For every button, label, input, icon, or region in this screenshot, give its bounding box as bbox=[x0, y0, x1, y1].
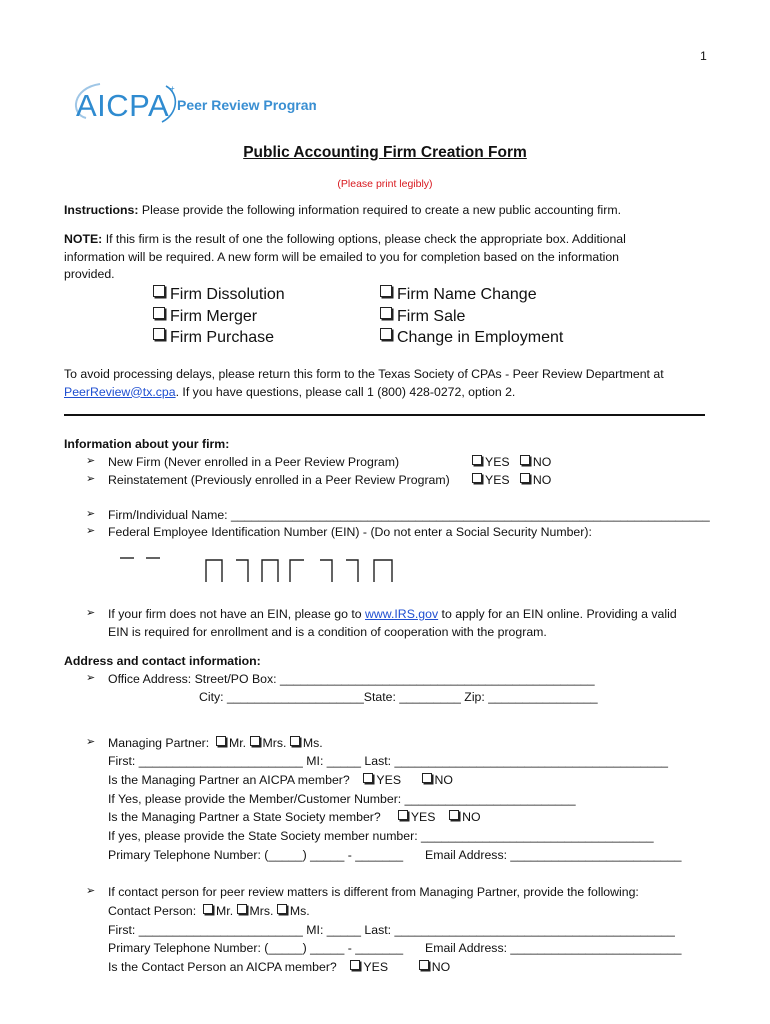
option-label: Firm Sale bbox=[397, 307, 466, 325]
option-firm-sale[interactable] bbox=[380, 306, 563, 328]
arrow-bullet-icon: ➢ bbox=[86, 455, 96, 467]
note-paragraph bbox=[64, 231, 714, 284]
reinstatement-yes-checkbox[interactable] bbox=[472, 473, 482, 483]
yes-label: YES bbox=[410, 810, 436, 824]
arrow-bullet-icon: ➢ bbox=[86, 672, 96, 684]
return-info-line-1: To avoid processing delays, please return this form to the Texas Society of CPAs - Peer Review Department at bbox=[64, 367, 664, 381]
cp-aicpa-no-checkbox[interactable] bbox=[419, 960, 429, 970]
cp-email-field[interactable]: Email Address: _________________________ bbox=[425, 941, 682, 955]
option-label: Firm Merger bbox=[170, 307, 258, 325]
mrs-label: Mrs. bbox=[262, 736, 287, 750]
mp-state-question bbox=[108, 809, 481, 825]
reinstatement-yes-no bbox=[472, 472, 551, 488]
address-heading: Address and contact information: bbox=[64, 654, 261, 668]
cp-mrs-checkbox[interactable] bbox=[237, 904, 247, 914]
mp-mrs-checkbox[interactable] bbox=[250, 736, 260, 746]
mp-email-field[interactable]: Email Address: _________________________ bbox=[425, 848, 682, 862]
arrow-bullet-icon: ➢ bbox=[86, 736, 96, 748]
mp-aicpa-label: Is the Managing Partner an AICPA member? bbox=[108, 773, 350, 787]
cp-phone-field[interactable]: Primary Telephone Number: (_____) _____ - _______ bbox=[108, 941, 404, 955]
options-right bbox=[380, 284, 563, 349]
return-info-line-2: . If you have questions, please call 1 (800) 428-0272, option 2. bbox=[175, 384, 516, 399]
mp-name-field[interactable]: First: ________________________ MI: _____ Last: ________________________________________ bbox=[108, 754, 669, 768]
instructions-label: Instructions: bbox=[64, 203, 139, 217]
option-label: Firm Dissolution bbox=[170, 286, 285, 303]
new-firm-no-checkbox[interactable] bbox=[520, 455, 530, 465]
arrow-bullet-icon: ➢ bbox=[86, 885, 96, 897]
instructions-body: Please provide the following information required to create a new public accounting firm. bbox=[141, 203, 622, 217]
no-label: NO bbox=[532, 455, 552, 469]
arrow-bullet-icon: ➢ bbox=[86, 508, 96, 520]
ein-help-text: If your firm does not have an EIN, please go to bbox=[108, 607, 366, 621]
cp-aicpa-question bbox=[108, 959, 450, 975]
option-label: Firm Name Change bbox=[397, 286, 537, 303]
mp-ms-checkbox[interactable] bbox=[290, 736, 300, 746]
new-firm-label: New Firm (Never enrolled in a Peer Review Program) bbox=[108, 455, 400, 469]
arrow-bullet-icon: ➢ bbox=[86, 607, 96, 619]
office-address-field[interactable]: Office Address: Street/PO Box: ______________________________________________ bbox=[108, 672, 595, 686]
ms-label: Ms. bbox=[289, 904, 310, 918]
cp-mr-checkbox[interactable] bbox=[203, 904, 213, 914]
option-firm-dissolution[interactable] bbox=[153, 284, 285, 306]
logo-wordmark: AICPA bbox=[76, 88, 170, 123]
checkbox[interactable] bbox=[380, 307, 392, 319]
option-firm-name-change[interactable] bbox=[380, 284, 563, 306]
print-legibly-note: (Please print legibly) bbox=[337, 178, 433, 190]
mp-aicpa-yes-checkbox[interactable] bbox=[363, 773, 373, 783]
mp-aicpa-no-checkbox[interactable] bbox=[422, 773, 432, 783]
mrs-label: Mrs. bbox=[249, 904, 274, 918]
cp-name-field[interactable]: First: ________________________ MI: _____ Last: _________________________________________ bbox=[108, 923, 675, 937]
managing-partner-row bbox=[108, 735, 323, 751]
cp-aicpa-label: Is the Contact Person an AICPA member? bbox=[108, 960, 337, 974]
cp-ms-checkbox[interactable] bbox=[277, 904, 287, 914]
ein-label: Federal Employee Identification Number (EIN) - (Do not enter a Social Security Number): bbox=[108, 525, 592, 539]
checkbox[interactable] bbox=[153, 307, 165, 319]
no-label: NO bbox=[431, 960, 451, 974]
note-label: NOTE: bbox=[64, 232, 103, 246]
no-label: NO bbox=[434, 773, 453, 787]
instructions-text bbox=[64, 202, 621, 218]
option-firm-purchase[interactable] bbox=[153, 327, 285, 349]
managing-partner-label: Managing Partner: bbox=[108, 736, 210, 750]
irs-link[interactable]: www.IRS.gov bbox=[365, 607, 439, 621]
firm-name-field[interactable]: Firm/Individual Name: ______________________________________________________________________ bbox=[108, 508, 710, 522]
ein-help-line-2: EIN is required for enrollment and is a condition of cooperation with the program. bbox=[108, 625, 547, 639]
aicpa-logo-art bbox=[66, 80, 316, 126]
checkbox[interactable] bbox=[153, 328, 165, 340]
logo-subtitle: Peer Review Program bbox=[177, 97, 316, 113]
new-firm-yes-checkbox[interactable] bbox=[472, 455, 482, 465]
ein-help-line-1 bbox=[108, 606, 677, 622]
aicpa-logo bbox=[66, 80, 316, 126]
mp-member-number-field[interactable]: If Yes, please provide the Member/Customer Number: _________________________ bbox=[108, 792, 576, 806]
no-label: NO bbox=[532, 473, 552, 487]
firm-info-heading: Information about your firm: bbox=[64, 437, 230, 451]
yes-label: YES bbox=[363, 960, 389, 974]
options-left bbox=[153, 284, 285, 349]
peer-review-email-link[interactable]: PeerReview@tx.cpa bbox=[64, 384, 176, 399]
yes-label: YES bbox=[485, 473, 510, 487]
contact-intro: If contact person for peer review matters is different from Managing Partner, provide the following: bbox=[108, 885, 639, 899]
mr-label: Mr. bbox=[216, 904, 234, 918]
mp-mr-checkbox[interactable] bbox=[216, 736, 226, 746]
yes-label: YES bbox=[485, 455, 510, 469]
mp-state-yes-checkbox[interactable] bbox=[398, 810, 408, 820]
return-info bbox=[64, 366, 724, 401]
page-title: Public Accounting Firm Creation Form bbox=[243, 144, 527, 161]
cp-aicpa-yes-checkbox[interactable] bbox=[350, 960, 360, 970]
page-number: 1 bbox=[700, 49, 707, 63]
contact-person-row bbox=[108, 903, 310, 919]
mp-phone-field[interactable]: Primary Telephone Number: (_____) _____ - _______ bbox=[108, 848, 404, 862]
ein-entry-boxes[interactable] bbox=[120, 556, 410, 588]
ms-label: Ms. bbox=[302, 736, 323, 750]
yes-label: YES bbox=[376, 773, 402, 787]
contact-person-label: Contact Person: bbox=[108, 904, 197, 918]
city-state-zip-field[interactable]: City: ____________________State: _________ Zip: ________________ bbox=[199, 690, 598, 704]
mp-state-no-checkbox[interactable] bbox=[449, 810, 459, 820]
reinstatement-no-checkbox[interactable] bbox=[520, 473, 530, 483]
note-line-2: information will be required. A new form will be emailed to you for completion based on the information bbox=[64, 249, 620, 264]
no-label: NO bbox=[462, 810, 481, 824]
reinstatement-label: Reinstatement (Previously enrolled in a Peer Review Program) bbox=[108, 473, 450, 487]
arrow-bullet-icon: ➢ bbox=[86, 473, 96, 485]
mp-state-label: Is the Managing Partner a State Society member? bbox=[108, 810, 381, 824]
option-label: Change in Employment bbox=[397, 329, 564, 346]
section-divider bbox=[64, 414, 705, 416]
option-label: Firm Purchase bbox=[170, 329, 275, 346]
checkbox[interactable] bbox=[153, 285, 165, 297]
checkbox[interactable] bbox=[380, 328, 392, 340]
note-line-3: provided. bbox=[64, 267, 115, 281]
new-firm-yes-no bbox=[472, 454, 551, 470]
mp-aicpa-question bbox=[108, 772, 453, 788]
arrow-bullet-icon: ➢ bbox=[86, 525, 96, 537]
option-firm-merger[interactable] bbox=[153, 306, 285, 328]
svg-text:+: + bbox=[170, 84, 175, 93]
ein-help-text-end: to apply for an EIN online. Providing a valid bbox=[438, 607, 677, 621]
mr-label: Mr. bbox=[229, 736, 247, 750]
checkbox[interactable] bbox=[380, 285, 392, 297]
note-line-1: If this firm is the result of one the following options, please check the appropriate box. Additional bbox=[105, 232, 626, 246]
option-change-in-employment[interactable] bbox=[380, 327, 563, 349]
mp-state-number-field[interactable]: If yes, please provide the State Society member number: __________________________________ bbox=[108, 829, 654, 843]
